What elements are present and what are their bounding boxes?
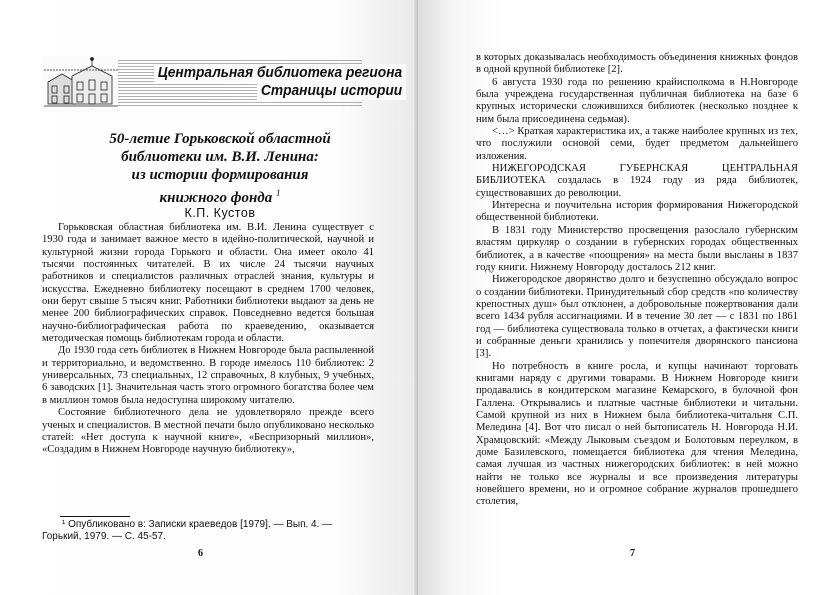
title-line [60,184,380,207]
title-line: из истории формирования [131,167,309,183]
paragraph: 6 августа 1930 года по решению крайисполкома в Н.Новгороде была учреждена государственная публичная библиотека на базе 6 крупных исторически сложившихся библиотек (несколько позднее к ним была присоединена седьмая). [476,76,798,125]
article-title [60,130,380,207]
page-number-right: 7 [630,548,635,559]
left-page [0,0,418,595]
paragraph: Нижегородское дворянство долго и безуспешно обсуждало вопрос о создании библиотеки. Принудительный сбор средств «по количеству крепостных душ» был отклонен, а добровольные пожертвования дали всего 1434 рубля ассигнациями. И в течение 30 лет — с 1831 по 1861 год — библиотека существовала только в отчетах, а фактически книги и собранные деньги хранились у попечителя дворянского пансиона [3]. [476,274,798,360]
banner-line-1: Центральная библиотека региона [154,64,406,82]
paragraph: Но потребность в книге росла, и купцы начинают торговать книгами наряду с другими товарами. В Нижнем Новгороде книги продавались в кондитерском магазине Кемарского, в булочной фон Галлена. Открывались и платные частные библиотеки и читальни. Самой крупной из них в Нижнем была библиотека-читальня С.П. Меледина [4]. Вот что писал о ней бытописатель Н. Новгорода Н.И. Храмцовский: «Между Лыковым съездом и Болотовым переулком, в доме Базилевского, помещается библиотека для чтения Меледина, самая лучшая из частных нижегородских библиотек: в ней можно найти не только все журналы и все произведения литературы новейшего времени, но и огромное собрание журналов прошедшего столетия, [476,360,798,508]
paragraph: <…> Краткая характеристика их, а также наиболее крупных из тех, что послужили основой семи, будет предметом дальнейшего изложения. [476,126,798,162]
paragraph: Состояние библиотечного дела не удовлетворяло прежде всего ученых и специалистов. В местной печати было опубликовано несколько статей: «Нет доступа к научной книге», «Беспризорный миллион», «Создадим в Нижнем Новгороде научную библиотеку», [42,407,374,456]
page-number-left: 6 [198,548,203,559]
title-line: 50-летие Горьковской областной [109,131,331,147]
paragraph: НИЖЕГОРОДСКАЯ ГУБЕРНСКАЯ ЦЕНТРАЛЬНАЯ БИБЛИОТЕКА создалась в 1924 году из ряда библиотек, существовавших до революции. [476,163,798,199]
right-text-column [476,52,798,509]
banner-line-2: Страницы истории [257,82,406,100]
banner-heading [131,64,407,100]
paragraph: В 1831 году Министерство просвещения разослало губернским властям циркуляр о создании в губернских городах общественных библиотек, а в качестве «поощрения» на места были высланы в 1837 году книги. Нижнему Новгороду досталось 212 книг. [476,224,798,273]
title-line: библиотеки им. В.И. Ленина: [121,149,319,165]
footnote-mark: 1 [275,188,281,198]
title-line-text: книжного фонда [159,190,273,206]
paragraph: До 1930 года сеть библиотек в Нижнем Новгороде была распыленной и территориально, и ведомственно. В городе имелось 110 библиотек: 2 универсальных, 73 специальных, 12 справочных, 8 клубных, 9 учебных, 6 заводских [1]. Значительная часть этого огромного богатства более чем в миллион томов была недоступна широкому читателю. [42,345,374,406]
section-banner [42,56,403,112]
paragraph: Горьковская областная библиотека им. В.И. Ленина существует с 1930 года и занимает важное место в идейно-политической, научной и культурной жизни города Горького и области. Она имеет около 41 тысячи постоянных читателей. В их числе 24 тысячи научных работников и специалистов различных отраслей знания, культуры и искусства. Ежедневно библиотеку посещают в среднем 1700 человек, они берут свыше 5 тысяч книг. Работники библиотеки выдают за день не менее 200 библиографических справок. Повседневно ведется большая научно-библиографическая работа по краеведению, оказывается методическая помощь библиотекам города и области. [42,222,374,345]
footnote-rule [60,516,130,517]
library-building-illustration [42,56,120,112]
footnote: ¹ Опубликовано в: Записки краеведов [1979]. — Вып. 4. — Горький, 1979. — С. 45-57. [42,519,333,542]
paragraph: Интересна и поучительна история формирования Нижегородской общественной библиотеки. [476,200,798,224]
left-text-column [42,222,374,457]
article-author: К.П. Кустов [184,206,256,220]
paragraph-continuation: в которых доказывалась необходимость объединения книжных фондов в одной крупной библиотеке [2]. [476,52,798,76]
